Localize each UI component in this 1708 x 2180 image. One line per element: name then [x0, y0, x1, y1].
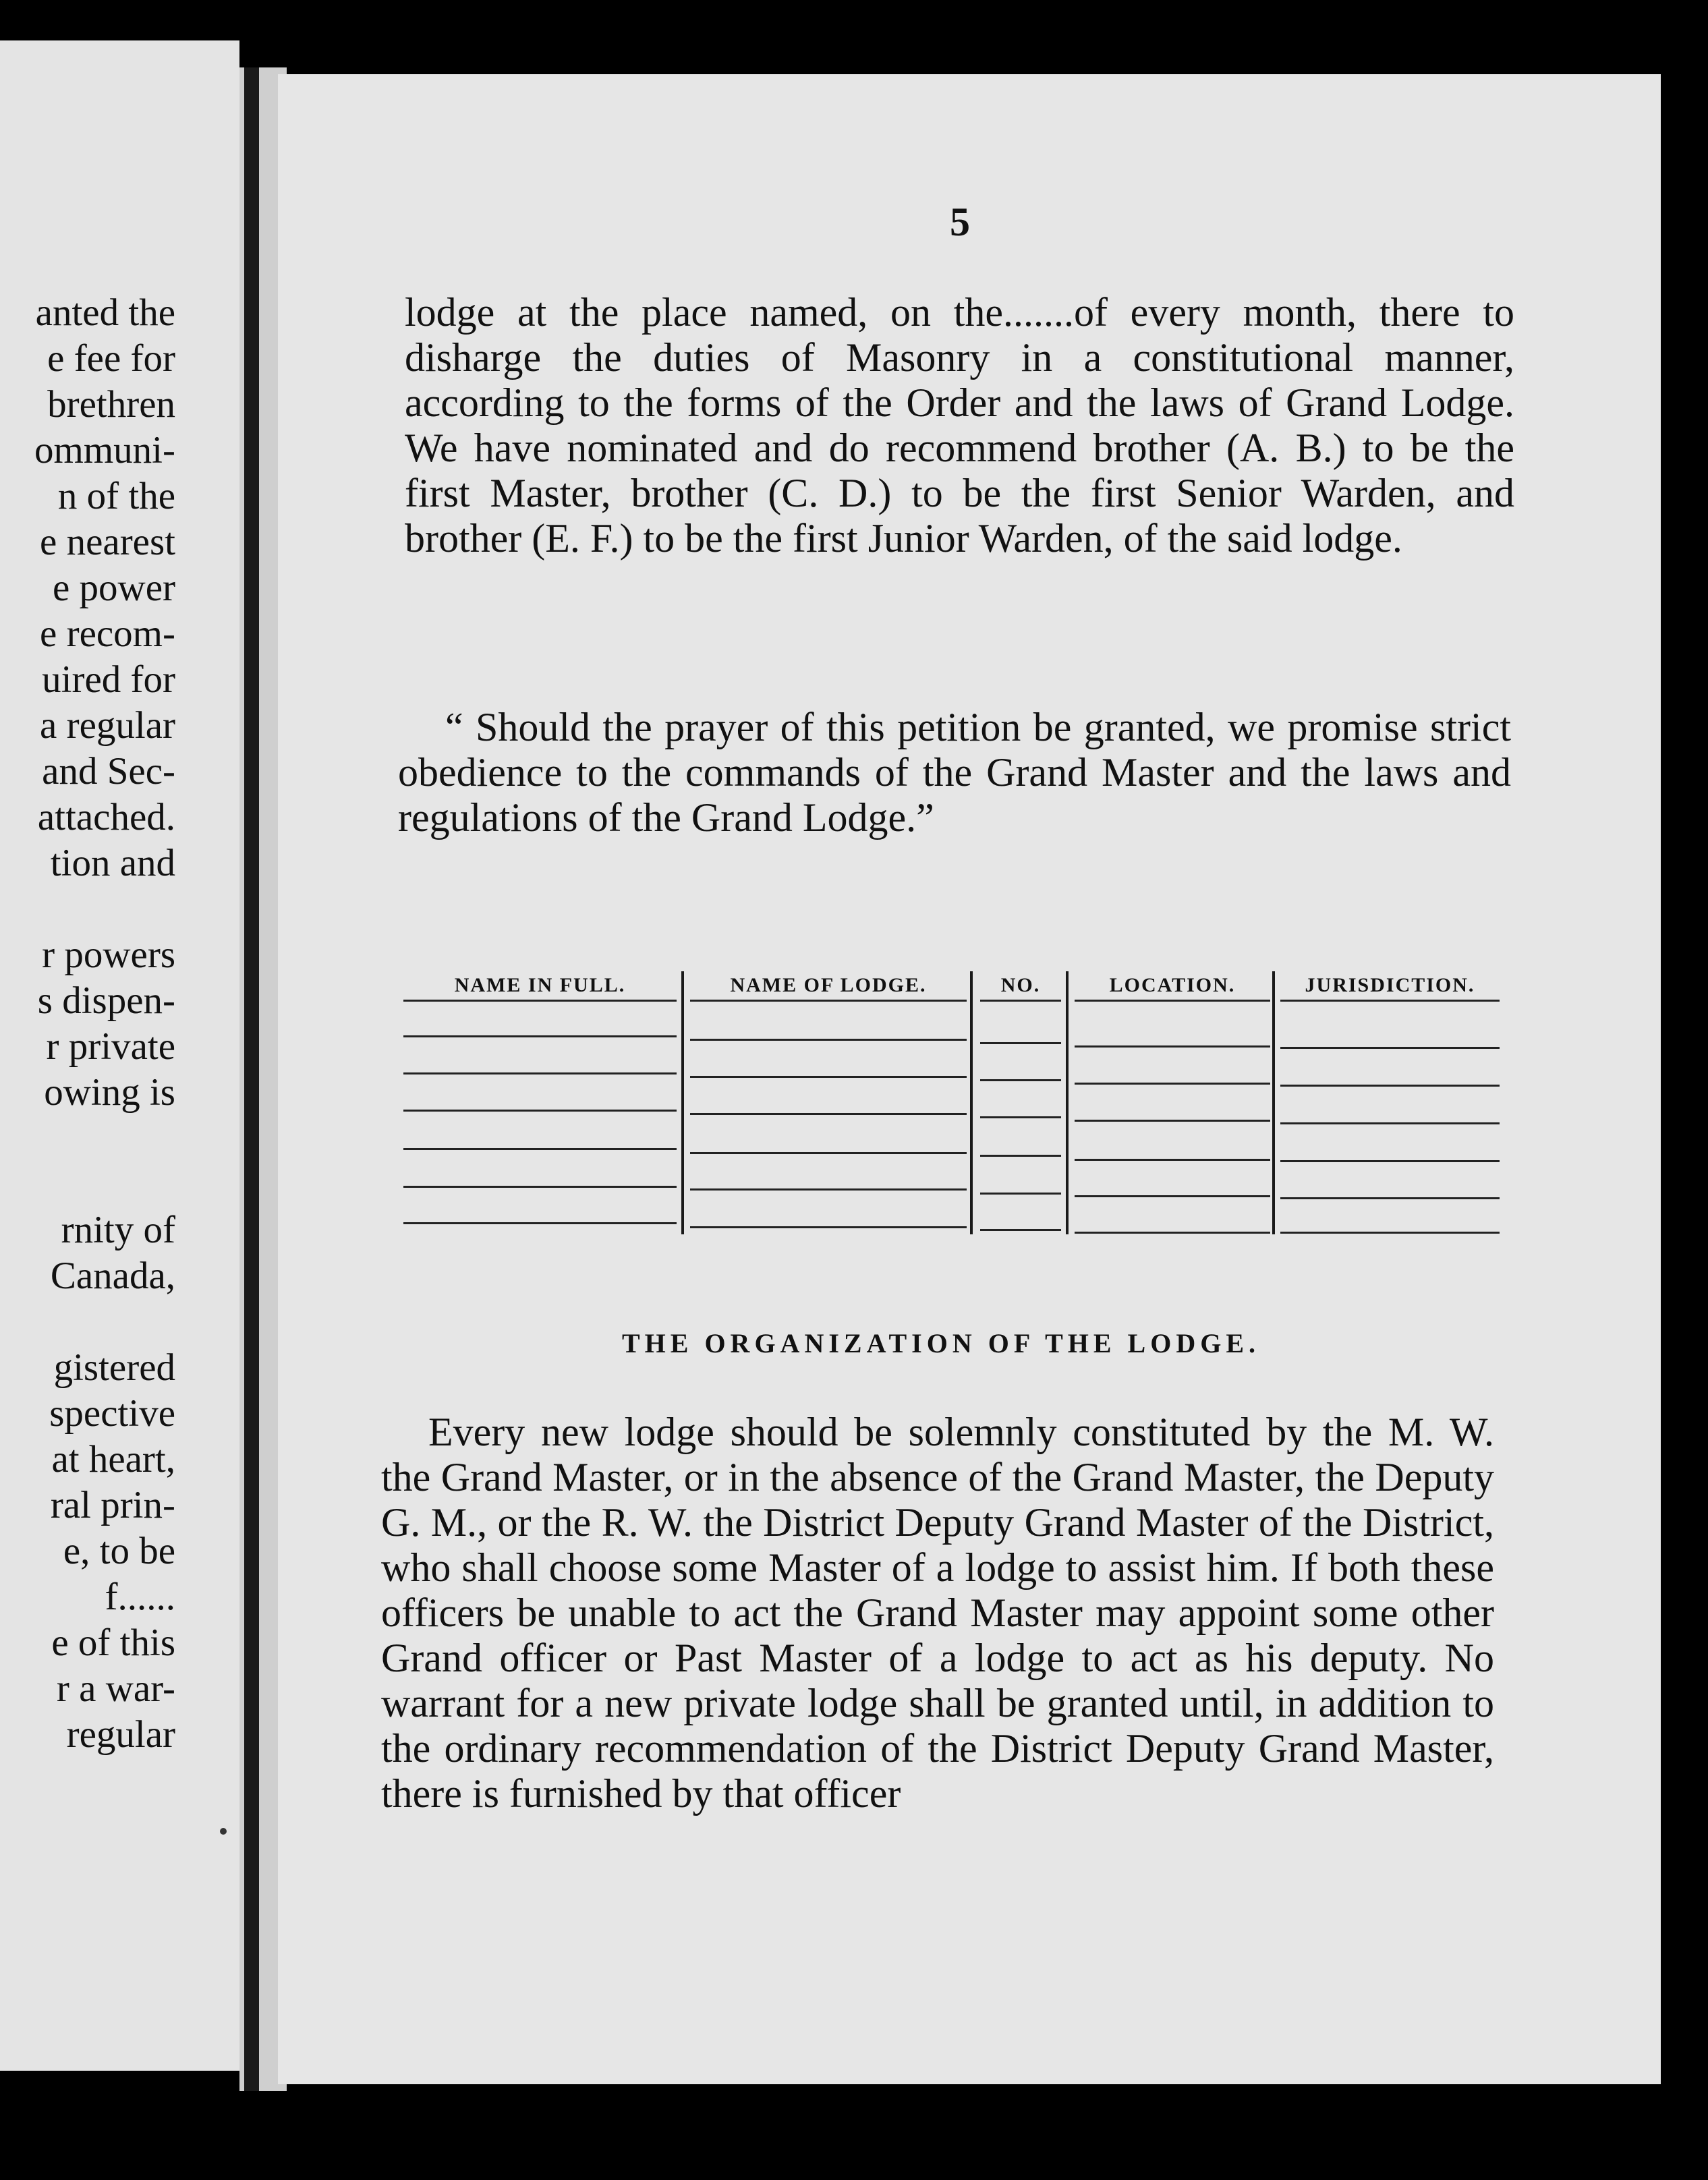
left-page-line: at heart,	[51, 1438, 175, 1481]
header-jurisdiction: JURISDICTION.	[1280, 971, 1500, 1002]
left-page-line	[0, 886, 175, 932]
table-row-line	[1075, 1083, 1270, 1085]
table-row-line	[403, 1222, 677, 1224]
header-name-in-full: NAME IN FULL.	[403, 971, 677, 1002]
left-page-line: spective	[49, 1392, 175, 1435]
left-page-line: r a war-	[56, 1667, 175, 1710]
left-facing-page	[0, 40, 239, 2071]
table-row-line	[1280, 1160, 1500, 1162]
column-divider	[1066, 971, 1069, 1234]
left-page-line: e nearest	[40, 521, 175, 563]
left-page-line: s dispen-	[37, 979, 175, 1022]
left-page-line: r private	[46, 1025, 175, 1068]
left-page-line: r powers	[42, 934, 175, 976]
table-row-line	[403, 1035, 677, 1037]
column-number	[980, 971, 1061, 1234]
prayer-paragraph	[398, 705, 1511, 840]
left-page-line: uired for	[42, 658, 175, 701]
column-divider	[681, 971, 684, 1234]
signature-table	[403, 971, 1500, 1234]
left-page-text	[0, 290, 175, 1758]
table-row-line	[403, 1110, 677, 1112]
left-page-line: e, to be	[63, 1530, 175, 1572]
left-page-line	[0, 1299, 175, 1345]
table-row-line	[1075, 1045, 1270, 1048]
left-page-line	[0, 1161, 175, 1207]
left-page-line: regular	[66, 1713, 175, 1756]
table-row-line	[1280, 1197, 1500, 1199]
table-row-line	[403, 1072, 677, 1074]
table-row-line	[980, 1116, 1061, 1118]
table-row-line	[1075, 1120, 1270, 1122]
left-page-line: Canada,	[50, 1255, 175, 1297]
organization-paragraph	[381, 1410, 1494, 1816]
column-divider	[1272, 971, 1275, 1234]
table-row-line	[403, 1148, 677, 1150]
left-page-line: e power	[53, 567, 175, 609]
table-row-line	[690, 1039, 967, 1041]
table-row-line	[1280, 1085, 1500, 1087]
left-page-line: gistered	[53, 1346, 175, 1389]
header-number: NO.	[980, 971, 1061, 1002]
petition-paragraph	[405, 290, 1514, 561]
table-row-line	[980, 1229, 1061, 1231]
table-row-line	[1280, 1232, 1500, 1234]
left-page-line: e fee for	[47, 337, 175, 380]
page-number: 5	[950, 200, 970, 244]
left-page-line: anted the	[35, 291, 175, 334]
left-page-line: attached.	[37, 796, 175, 838]
table-row-line	[690, 1188, 967, 1191]
left-page-line	[0, 1116, 175, 1161]
section-heading: THE ORGANIZATION OF THE LODGE.	[621, 1328, 1261, 1358]
column-name-in-full	[403, 971, 677, 1234]
header-location: LOCATION.	[1075, 971, 1270, 1002]
table-row-line	[1075, 1195, 1270, 1197]
left-page-line: tion and	[50, 842, 175, 884]
left-page-line: rnity of	[61, 1209, 175, 1251]
left-page-line: ral prin-	[50, 1484, 175, 1526]
organization-text: Every new lodge should be solemnly constituted by the M. W. the Grand Master, or in the absence of the Grand Master, the Deputy G. M., or the R. W. the District Deputy Grand Master of the District, who shall choose some Master of a lodge to assist him. If both these officers be unable to act the Grand Master may appoint some other Grand officer or Past Master of a lodge to act as his deputy. No warrant for a new private lodge shall be granted until, in addition to the ordinary recommendation of the District Deputy Grand Master, there is furnished by that officer	[381, 1410, 1494, 1816]
table-row-line	[980, 1079, 1061, 1081]
table-row-line	[690, 1226, 967, 1228]
table-row-line	[980, 1155, 1061, 1157]
table-row-line	[1075, 1159, 1270, 1161]
print-speck	[220, 1828, 227, 1835]
table-row-line	[980, 1042, 1061, 1044]
left-page-line: e recom-	[40, 612, 175, 655]
left-page-line: ommuni-	[34, 429, 175, 471]
left-page-line: a regular	[40, 704, 175, 747]
prayer-text: “ Should the prayer of this petition be granted, we promise strict obedience to the commands of the Grand Master and the laws and regulations of the Grand Lodge.”	[398, 705, 1511, 840]
column-location	[1075, 971, 1270, 1234]
left-page-line: f......	[105, 1576, 175, 1618]
table-row-line	[1280, 1122, 1500, 1124]
table-row-line	[1280, 1047, 1500, 1049]
left-page-line: e of this	[51, 1622, 175, 1664]
left-page-line: brethren	[47, 383, 175, 426]
left-page-line: owing is	[44, 1071, 175, 1114]
table-row-line	[690, 1076, 967, 1078]
table-row-line	[690, 1113, 967, 1115]
column-jurisdiction	[1280, 971, 1500, 1234]
table-row-line	[980, 1193, 1061, 1195]
header-name-of-lodge: NAME OF LODGE.	[690, 971, 967, 1002]
left-page-line: n of the	[57, 475, 175, 517]
table-row-line	[403, 1186, 677, 1188]
petition-text: lodge at the place named, on the.......of every month, there to disharge the duties of Masonry in a constitutional manner, according to the forms of the Order and the laws of Grand Lodge. We have nominated and do recommend brother (A. B.) to be the first Master, brother (C. D.) to be the first Senior Warden, and brother (E. F.) to be the first Junior Warden, of the said lodge.	[405, 290, 1514, 561]
gutter-shadow	[244, 67, 259, 2091]
table-row-line	[1075, 1232, 1270, 1234]
table-row-line	[690, 1152, 967, 1154]
column-name-of-lodge	[690, 971, 967, 1234]
column-divider	[970, 971, 973, 1234]
left-page-line: and Sec-	[42, 750, 175, 793]
